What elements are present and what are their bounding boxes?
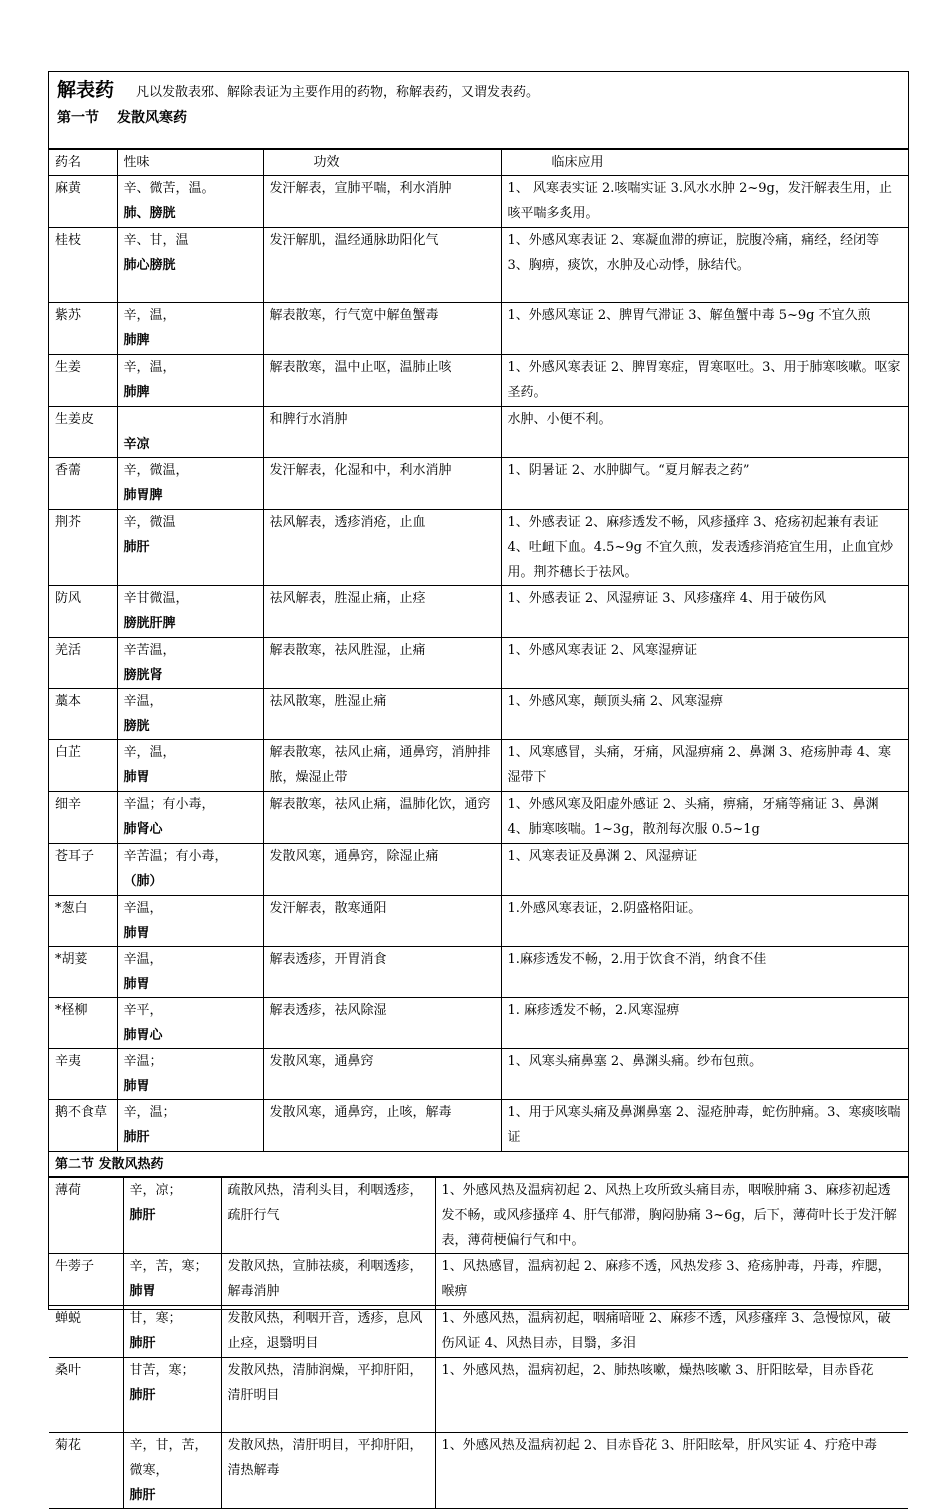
- section1-rows: [49, 176, 908, 1152]
- usage-cell: 1、外感风热及温病初起 2、风热上攻所致头痛目赤，咽喉肿痛 3、麻疹初起透发不畅，或风疹搔痒 4、肝气郁滞，胸闷胁痛 3~6g，后下，薄荷叶长于发汗解表，薄荷梗偏行气和中。: [435, 1178, 908, 1254]
- table-row: [49, 689, 908, 740]
- drug-name-cell: *胡荽: [49, 947, 117, 998]
- taste-text: 辛温，: [123, 901, 163, 916]
- section2-rows: [49, 1178, 908, 1509]
- meridian-text: 肺胃: [123, 770, 150, 785]
- usage-cell: 1、外感风寒表证 2、脾胃寒症，胃寒呕吐。3、用于肺寒咳嗽。呕家圣药。: [501, 355, 908, 407]
- col-header-name: 药名: [49, 150, 117, 176]
- meridian-text: 肺肝: [123, 1130, 150, 1145]
- effect-cell: 发汗解表，宣肺平喘，利水消肿: [263, 176, 501, 228]
- effect-cell: 和脾行水消肿: [263, 407, 501, 458]
- effect-cell: 发散风热，清肝明目，平抑肝阳，清热解毒: [221, 1433, 435, 1509]
- table-row: [49, 228, 908, 303]
- table-row: [49, 407, 908, 458]
- drug-name-cell: 蝉蜕: [49, 1306, 123, 1358]
- taste-cell: [117, 303, 263, 355]
- taste-text: 辛，温，: [123, 308, 176, 323]
- effect-cell: 发汗解肌，温经通脉助阳化气: [263, 228, 501, 303]
- usage-cell: 1、外感风寒证 2、脾胃气滞证 3、解鱼蟹中毒 5~9g 不宜久煎: [501, 303, 908, 355]
- table-row: [49, 1306, 908, 1358]
- usage-cell: 1、 风寒表实证 2.咳喘实证 3.风水水肿 2~9g，发汗解表生用，止咳平喘多炙用。: [501, 176, 908, 228]
- usage-cell: 1、外感风寒，颠顶头痛 2、风寒湿痹: [501, 689, 908, 740]
- usage-cell: 1、外感风寒及阳虚外感证 2、头痛，痹痛，牙痛等痛证 3、鼻渊 4、肺寒咳喘。1~3g，散剂每次服 0.5~1g: [501, 792, 908, 844]
- document-page: [48, 71, 909, 1503]
- taste-text: 辛，苦，寒；: [129, 1259, 208, 1274]
- taste-text: 辛，温，: [123, 360, 176, 375]
- taste-text: 辛甘微温，: [123, 591, 189, 606]
- taste-cell: [117, 844, 263, 896]
- usage-cell: 1、风寒表证及鼻渊 2、风湿痹证: [501, 844, 908, 896]
- taste-cell: [123, 1306, 221, 1358]
- table-row: [49, 740, 908, 792]
- drug-name-cell: 藁本: [49, 689, 117, 740]
- usage-cell: 1、外感风热，温病初起，2、肺热咳嗽，燥热咳嗽 3、肝阳眩晕，目赤昏花: [435, 1358, 908, 1433]
- meridian-text: 肺胃: [123, 1079, 150, 1094]
- taste-cell: [117, 896, 263, 947]
- taste-cell: [117, 998, 263, 1049]
- taste-text: 辛，温；: [123, 1105, 176, 1120]
- taste-text: 辛，微温: [123, 515, 176, 530]
- taste-text: 辛温，: [123, 694, 163, 709]
- table-row: [49, 998, 908, 1049]
- section1-table: [49, 149, 908, 1152]
- taste-cell: [117, 689, 263, 740]
- drug-name-cell: 薄荷: [49, 1178, 123, 1254]
- meridian-text: 肺、膀胱: [123, 206, 176, 221]
- effect-cell: 祛风解表，透疹消疮，止血: [263, 510, 501, 586]
- effect-cell: 疏散风热，清利头目，利咽透疹，疏肝行气: [221, 1178, 435, 1254]
- usage-cell: 1、风热感冒，温病初起 2、麻疹不透，风热发疹 3、疮疡肿毒，丹毒，痄腮，喉痹: [435, 1254, 908, 1306]
- title-line: [57, 78, 900, 105]
- taste-cell: [117, 355, 263, 407]
- section1-name: 发散风寒药: [117, 110, 187, 126]
- taste-text: 甘，寒；: [129, 1311, 182, 1326]
- taste-cell: [117, 586, 263, 638]
- drug-name-cell: 白芷: [49, 740, 117, 792]
- effect-cell: 解表散寒，行气宽中解鱼蟹毒: [263, 303, 501, 355]
- usage-cell: 1、外感表证 2、风湿痹证 3、风疹瘙痒 4、用于破伤风: [501, 586, 908, 638]
- taste-text: 辛，凉；: [129, 1183, 182, 1198]
- table-row: [49, 176, 908, 228]
- meridian-text: （肺）: [123, 874, 163, 889]
- section1-number: 第一节: [57, 110, 99, 126]
- drug-name-cell: *柽柳: [49, 998, 117, 1049]
- taste-text: 辛，温，: [123, 745, 176, 760]
- table-row: [49, 1178, 908, 1254]
- drug-name-cell: 细辛: [49, 792, 117, 844]
- effect-cell: 解表散寒，祛风止痛，温肺化饮，通窍: [263, 792, 501, 844]
- section1-heading: [57, 107, 900, 129]
- effect-cell: 解表散寒，祛风止痛，通鼻窍，消肿排脓，燥湿止带: [263, 740, 501, 792]
- page-title: 解表药: [57, 79, 115, 101]
- taste-cell: [123, 1433, 221, 1509]
- table-row: [49, 1433, 908, 1509]
- meridian-text: 肺肝: [129, 1388, 156, 1403]
- meridian-text: 肺脾: [123, 385, 150, 400]
- table-row: [49, 1254, 908, 1306]
- taste-text: 辛、甘，温: [123, 233, 189, 248]
- meridian-text: 辛凉: [123, 437, 150, 452]
- drug-name-cell: 荆芥: [49, 510, 117, 586]
- meridian-text: 肺胃脾: [123, 488, 163, 503]
- meridian-text: 肺肝: [129, 1336, 156, 1351]
- taste-cell: [117, 1100, 263, 1152]
- section2-heading: 第二节 发散风热药: [49, 1152, 908, 1177]
- taste-text: 辛苦温，: [123, 643, 176, 658]
- taste-cell: [117, 228, 263, 303]
- taste-cell: [117, 792, 263, 844]
- usage-cell: 1、外感风热及温病初起 2、目赤昏花 3、肝阳眩晕，肝风实证 4、疔疮中毒: [435, 1433, 908, 1509]
- effect-cell: 发散风寒，通鼻窍，止咳，解毒: [263, 1100, 501, 1152]
- taste-cell: [123, 1254, 221, 1306]
- taste-cell: [117, 947, 263, 998]
- effect-cell: 解表散寒，温中止呕，温肺止咳: [263, 355, 501, 407]
- taste-text: 辛，微温，: [123, 463, 189, 478]
- drug-name-cell: *葱白: [49, 896, 117, 947]
- col-header-usage: 临床应用: [501, 150, 908, 176]
- usage-cell: 1. 麻疹透发不畅，2.风寒湿痹: [501, 998, 908, 1049]
- table-row: [49, 1358, 908, 1433]
- drug-name-cell: 生姜: [49, 355, 117, 407]
- meridian-text: 肺肝: [123, 540, 150, 555]
- table-row: [49, 844, 908, 896]
- taste-cell: [123, 1178, 221, 1254]
- usage-cell: 1、用于风寒头痛及鼻渊鼻塞 2、湿疮肿毒，蛇伤肿痛。3、寒痰咳喘证: [501, 1100, 908, 1152]
- usage-cell: 1.麻疹透发不畅，2.用于饮食不消，纳食不佳: [501, 947, 908, 998]
- taste-cell: [117, 407, 263, 458]
- effect-cell: 祛风散寒，胜湿止痛: [263, 689, 501, 740]
- taste-cell: [117, 1049, 263, 1100]
- drug-name-cell: 紫苏: [49, 303, 117, 355]
- effect-cell: 发散风寒，通鼻窍: [263, 1049, 501, 1100]
- usage-cell: 1、外感表证 2、麻疹透发不畅，风疹搔痒 3、疮疡初起兼有表证 4、吐衄下血。4.5~9g 不宜久煎，发表透疹消疮宜生用，止血宜炒用。荆芥穗长于祛风。: [501, 510, 908, 586]
- effect-cell: 发散风寒，通鼻窍，除湿止痛: [263, 844, 501, 896]
- effect-cell: 解表散寒，祛风胜湿，止痛: [263, 638, 501, 689]
- drug-name-cell: 麻黄: [49, 176, 117, 228]
- intro-text: 凡以发散表邪、解除表证为主要作用的药物，称解表药，又谓发表药。: [136, 85, 540, 100]
- taste-cell: [117, 740, 263, 792]
- drug-name-cell: 苍耳子: [49, 844, 117, 896]
- usage-cell: 1、阴暑证 2、水肿脚气。“夏月解表之药”: [501, 458, 908, 510]
- usage-cell: 1、风寒感冒，头痛，牙痛，风湿痹痛 2、鼻渊 3、疮疡肿毒 4、寒湿带下: [501, 740, 908, 792]
- usage-cell: 水肿、小便不利。: [501, 407, 908, 458]
- meridian-text: 肺胃: [123, 926, 150, 941]
- table-row: [49, 586, 908, 638]
- drug-name-cell: 香薷: [49, 458, 117, 510]
- effect-cell: 发散风热，利咽开音，透疹，息风止痉，退翳明目: [221, 1306, 435, 1358]
- taste-text: 辛温；: [123, 1054, 163, 1069]
- usage-cell: 1、外感风热，温病初起，咽痛喑哑 2、麻疹不透，风疹瘙痒 3、急慢惊风，破伤风证 4、风热目赤，目翳，多泪: [435, 1306, 908, 1358]
- taste-cell: [117, 458, 263, 510]
- taste-cell: [123, 1358, 221, 1433]
- effect-cell: 解表透疹，祛风除湿: [263, 998, 501, 1049]
- taste-text: 辛、微苦，温。: [123, 181, 215, 196]
- table-row: [49, 1049, 908, 1100]
- usage-cell: 1、外感风寒表证 2、寒凝血滞的痹证，脘腹冷痛，痛经，经闭等 3、胸痹，痰饮，水肿及心动悸，脉结代。: [501, 228, 908, 303]
- taste-text: 辛平，: [123, 1003, 163, 1018]
- drug-name-cell: 牛蒡子: [49, 1254, 123, 1306]
- meridian-text: 肺脾: [123, 333, 150, 348]
- section2-table: [49, 1177, 908, 1509]
- table-row: [49, 303, 908, 355]
- meridian-text: 膀胱: [123, 719, 150, 734]
- effect-cell: 解表透疹，开胃消食: [263, 947, 501, 998]
- meridian-text: 膀胱肾: [123, 668, 163, 683]
- table-row: [49, 510, 908, 586]
- meridian-text: 肺胃心: [123, 1028, 163, 1043]
- usage-cell: 1、风寒头痛鼻塞 2、鼻渊头痛。纱布包煎。: [501, 1049, 908, 1100]
- table-row: [49, 896, 908, 947]
- drug-name-cell: 桑叶: [49, 1358, 123, 1433]
- col-header-effect: 功效: [263, 150, 501, 176]
- taste-text: 辛温；有小毒，: [123, 797, 215, 812]
- taste-cell: [117, 510, 263, 586]
- col-header-taste: 性味: [117, 150, 263, 176]
- drug-name-cell: 防风: [49, 586, 117, 638]
- table-row: [49, 947, 908, 998]
- table-row: [49, 638, 908, 689]
- effect-cell: 发汗解表，化湿和中，利水消肿: [263, 458, 501, 510]
- table-row: [49, 458, 908, 510]
- effect-cell: 发散风热，宣肺祛痰，利咽透疹，解毒消肿: [221, 1254, 435, 1306]
- meridian-text: 肺肝: [129, 1488, 156, 1503]
- drug-name-cell: 鹅不食草: [49, 1100, 117, 1152]
- taste-text: 辛，甘，苦，微寒，: [129, 1438, 208, 1478]
- table-row: [49, 355, 908, 407]
- document-header: [49, 72, 908, 149]
- drug-name-cell: 生姜皮: [49, 407, 117, 458]
- effect-cell: 发汗解表，散寒通阳: [263, 896, 501, 947]
- meridian-text: 肺胃: [123, 977, 150, 992]
- usage-cell: 1、外感风寒表证 2、风寒湿痹证: [501, 638, 908, 689]
- meridian-text: 肺肝: [129, 1208, 156, 1223]
- effect-cell: 发散风热，清肺润燥，平抑肝阳，清肝明目: [221, 1358, 435, 1433]
- taste-text: 辛温，: [123, 952, 163, 967]
- meridian-text: 膀胱肝脾: [123, 616, 176, 631]
- table-row: [49, 792, 908, 844]
- usage-cell: 1.外感风寒表证，2.阴盛格阳证。: [501, 896, 908, 947]
- taste-cell: [117, 638, 263, 689]
- table-header-row: [49, 150, 908, 176]
- taste-cell: [117, 176, 263, 228]
- drug-name-cell: 菊花: [49, 1433, 123, 1509]
- meridian-text: 肺心膀胱: [123, 258, 176, 273]
- drug-name-cell: 桂枝: [49, 228, 117, 303]
- meridian-text: 肺胃: [129, 1284, 156, 1299]
- table-row: [49, 1100, 908, 1152]
- taste-text: 辛苦温；有小毒，: [123, 849, 228, 864]
- taste-text: 甘苦，寒；: [129, 1363, 195, 1378]
- meridian-text: 肺肾心: [123, 822, 163, 837]
- drug-name-cell: 羌活: [49, 638, 117, 689]
- drug-name-cell: 辛夷: [49, 1049, 117, 1100]
- effect-cell: 祛风解表，胜湿止痛，止痉: [263, 586, 501, 638]
